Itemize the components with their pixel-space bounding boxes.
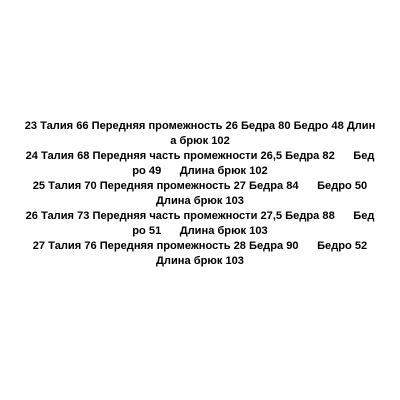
size-row-line: 25 Талия 70 Передняя промежность 27 Бедра 84 Бедро 50 <box>32 180 368 192</box>
size-row-line: ро 51 Длина брюк 103 <box>132 225 268 237</box>
size-row-26 <box>0 209 400 239</box>
size-row-line: Длина брюк 103 <box>156 255 244 267</box>
size-row-27 <box>0 239 400 269</box>
size-row-line: 23 Талия 66 Передняя промежность 26 Бедра 80 Бедро 48 Длин <box>24 120 376 132</box>
size-row-line: ро 49 Длина брюк 102 <box>132 165 268 177</box>
size-row-23 <box>0 119 400 149</box>
size-row-25 <box>0 179 400 209</box>
size-row-line: а брюк 102 <box>170 135 230 147</box>
size-row-line: 24 Талия 68 Передняя часть промежности 26,5 Бедра 82 Бед <box>25 150 375 162</box>
size-row-24 <box>0 149 400 179</box>
size-chart <box>0 119 400 269</box>
size-row-line: Длина брюк 103 <box>156 195 244 207</box>
size-row-line: 26 Талия 73 Передняя часть промежности 27,5 Бедра 88 Бед <box>25 210 375 222</box>
size-row-line: 27 Талия 76 Передняя промежность 28 Бедра 90 Бедро 52 <box>32 240 368 252</box>
